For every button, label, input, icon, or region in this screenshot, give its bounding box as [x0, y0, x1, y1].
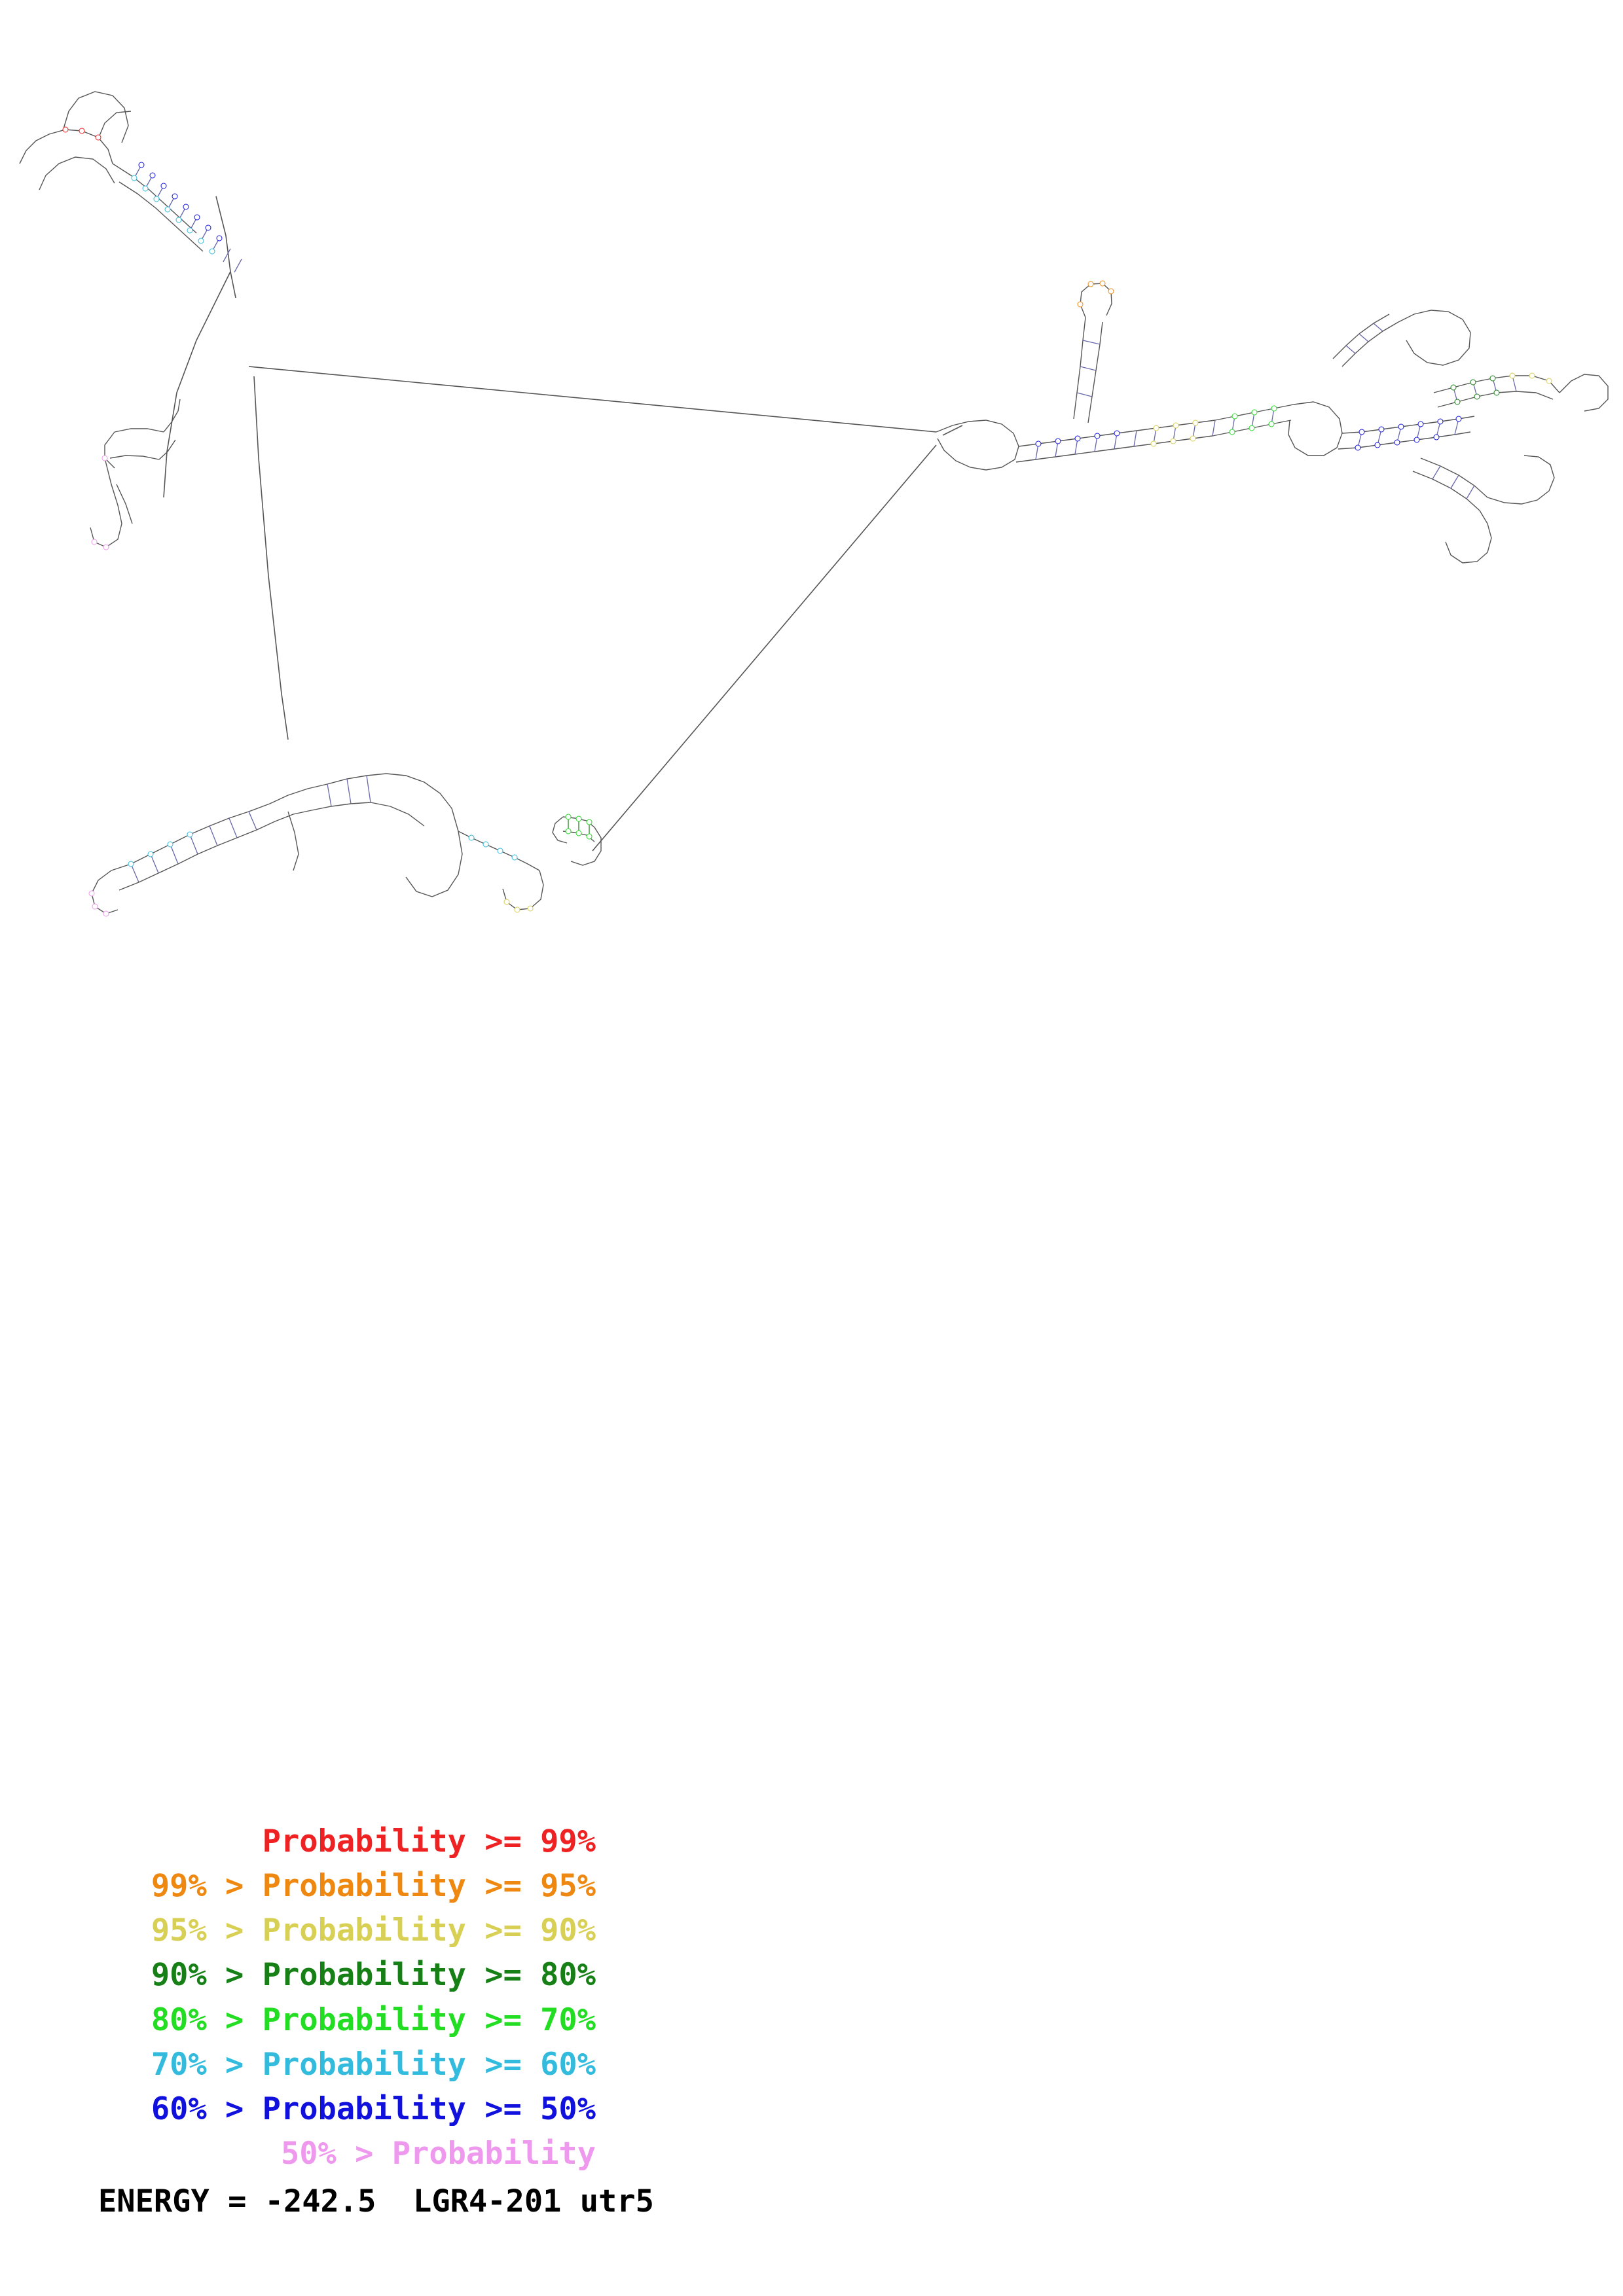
energy-caption: ENERGY = -242.5 LGR4-201 utr5: [98, 2183, 654, 2219]
legend-row-50: 60% > Probability >= 50%: [151, 2090, 596, 2127]
domain-mid-left: [90, 399, 180, 547]
nucleotide-beads: [63, 127, 1552, 916]
legend-row-95: 99% > Probability >= 95%: [151, 1868, 596, 1905]
legend-row-70: 80% > Probability >= 70%: [151, 2001, 596, 2038]
legend-row-60: 70% > Probability >= 60%: [151, 2046, 596, 2083]
legend-row-90: 95% > Probability >= 90%: [151, 1912, 596, 1949]
rna-structure-diagram: [0, 0, 1623, 1047]
helix-rungs-center-right: [1036, 323, 1516, 499]
legend-row-99: Probability >= 99%: [262, 1823, 596, 1859]
helix-rungs-lower-left: [131, 776, 371, 882]
probability-legend: [98, 1820, 884, 2176]
helix-rungs-upper-left: [134, 165, 242, 272]
legend-row-below-50: 50% > Probability: [280, 2135, 596, 2172]
legend-row-80: 90% > Probability >= 80%: [151, 1957, 596, 1994]
structure-backbone: [164, 196, 962, 851]
domain-upper-left: [20, 92, 203, 251]
domain-lower-left: [92, 774, 462, 914]
